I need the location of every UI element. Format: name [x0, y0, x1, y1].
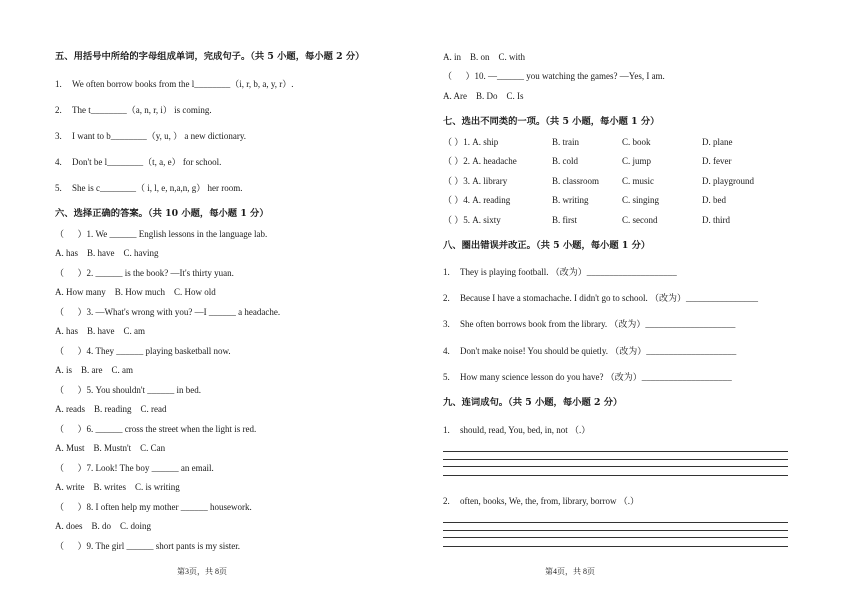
sec5-item-4 — [55, 156, 221, 168]
answer-line — [443, 546, 788, 547]
row-question: （ ）2. A. headache — [443, 156, 517, 166]
item-number: 1. — [443, 267, 450, 277]
sec9-item-2 — [443, 495, 639, 507]
sec7-row-5 — [443, 214, 813, 226]
row-question: （ ）1. A. ship — [443, 137, 499, 147]
sec6-q6-options: A. Must B. Mustn't C. Can — [55, 443, 166, 453]
option-c: C. second — [622, 215, 658, 225]
sec6-q6: （ ）6. ______ cross the street when the light is red. — [55, 424, 257, 434]
sec6-q9: （ ）9. The girl ______ short pants is my sister. — [55, 541, 240, 551]
sec6-q7-options: A. write B. writes C. is writing — [55, 482, 180, 492]
sec6-q10: （ ）10. —______ you watching the games? —Yes, I am. — [443, 71, 665, 81]
answer-line — [443, 522, 788, 523]
sec6-q2-options: A. How many B. How much C. How old — [55, 287, 216, 297]
answer-line — [443, 475, 788, 476]
option-d: D. fever — [702, 156, 732, 166]
sec6-q4-options: A. is B. are C. am — [55, 365, 133, 375]
sec5-item-2 — [55, 104, 212, 116]
item-number: 4. — [55, 157, 62, 167]
row-question: （ ）4. A. reading — [443, 195, 511, 205]
page-footer-left: 第3页，共 8页 — [177, 567, 227, 576]
section-9-title: 九、连词成句。（共 5 小题，每小题 2 分） — [443, 397, 623, 408]
item-number: 1. — [55, 79, 62, 89]
sec6-q9-options: A. in B. on C. with — [443, 52, 526, 62]
sec8-item-2 — [443, 292, 758, 304]
option-d: D. plane — [702, 137, 733, 147]
sec5-item-3 — [55, 130, 246, 142]
option-b: B. writing — [552, 195, 589, 205]
item-text: She is c________（ i, l, e, n,a,n, g） her room. — [72, 183, 243, 193]
option-c: C. music — [622, 176, 655, 186]
answer-line — [443, 530, 788, 531]
item-number: 5. — [443, 372, 450, 382]
sec6-q10-options: A. Are B. Do C. Is — [443, 91, 524, 101]
item-number: 2. — [443, 293, 450, 303]
option-b: B. classroom — [552, 176, 599, 186]
item-text: The t________（a, n, r, i） is coming. — [72, 105, 212, 115]
item-text: How many science lesson do you have? （改为）____________________ — [460, 372, 732, 382]
sec7-row-2 — [443, 155, 813, 167]
option-d: D. bed — [702, 195, 726, 205]
option-d: D. playground — [702, 176, 754, 186]
sec9-item-1 — [443, 424, 590, 436]
item-number: 1. — [443, 425, 450, 435]
sec7-row-3 — [443, 175, 813, 187]
answer-line — [443, 537, 788, 538]
sec6-q4: （ ）4. They ______ playing basketball now. — [55, 346, 231, 356]
answer-line — [443, 451, 788, 452]
section-5-title: 五、用括号中所给的字母组成单词，完成句子。（共 5 小题，每小题 2 分） — [55, 51, 365, 62]
item-text: often, books, We, the, from, library, borrow （.） — [460, 496, 639, 506]
sec6-q3: （ ）3. —What's wrong with you? —I ______ a headache. — [55, 307, 281, 317]
section-8-title: 八、圈出错误并改正。（共 5 小题，每小题 1 分） — [443, 240, 651, 251]
section-6-title: 六、选择正确的答案。（共 10 小题，每小题 1 分） — [55, 208, 269, 219]
item-text: Because I have a stomachache. I didn't go to school. （改为）________________ — [460, 293, 759, 303]
option-c: C. jump — [622, 156, 652, 166]
page-footer-right: 第4页，共 8页 — [545, 567, 595, 576]
option-c: C. singing — [622, 195, 660, 205]
sec6-q8: （ ）8. I often help my mother ______ housework. — [55, 502, 252, 512]
item-text: should, read, You, bed, in, not （.） — [460, 425, 591, 435]
sec6-q1-options: A. has B. have C. having — [55, 248, 159, 258]
answer-line — [443, 466, 788, 467]
option-d: D. third — [702, 215, 730, 225]
item-text: Don't make noise! You should be quietly. （改为）____________________ — [460, 346, 737, 356]
sec6-q5: （ ）5. You shouldn't ______ in bed. — [55, 385, 201, 395]
sec7-row-4 — [443, 194, 813, 206]
item-number: 3. — [55, 131, 62, 141]
sec6-q3-options: A. has B. have C. am — [55, 326, 145, 336]
item-number: 2. — [55, 105, 62, 115]
item-text: She often borrows book from the library. （改为）____________________ — [460, 319, 736, 329]
option-b: B. first — [552, 215, 578, 225]
sec6-q1: （ ）1. We ______ English lessons in the language lab. — [55, 229, 268, 239]
item-text: We often borrow books from the l________（i, r, b, a, y, r）. — [72, 79, 294, 89]
row-question: （ ）5. A. sixty — [443, 215, 501, 225]
sec5-item-1 — [55, 78, 294, 90]
sec7-row-1 — [443, 136, 813, 148]
section-7-title: 七、选出不同类的一项。（共 5 小题，每小题 1 分） — [443, 116, 660, 127]
sec8-item-4 — [443, 345, 736, 357]
sec8-item-1 — [443, 266, 677, 278]
option-b: B. cold — [552, 156, 578, 166]
item-text: They is playing football. （改为）____________________ — [460, 267, 677, 277]
sec8-item-3 — [443, 318, 735, 330]
row-question: （ ）3. A. library — [443, 176, 508, 186]
sec8-item-5 — [443, 371, 732, 383]
sec6-q5-options: A. reads B. reading C. read — [55, 404, 167, 414]
item-text: Don't be l________（t, a, e） for school. — [72, 157, 222, 167]
option-c: C. book — [622, 137, 651, 147]
item-number: 5. — [55, 183, 62, 193]
option-b: B. train — [552, 137, 579, 147]
item-number: 3. — [443, 319, 450, 329]
item-text: I want to b________（y, u, ） a new dictionary. — [72, 131, 247, 141]
answer-line — [443, 459, 788, 460]
item-number: 2. — [443, 496, 450, 506]
sec6-q7: （ ）7. Look! The boy ______ an email. — [55, 463, 214, 473]
item-number: 4. — [443, 346, 450, 356]
sec6-q2: （ ）2. ______ is the book? —It's thirty yuan. — [55, 268, 234, 278]
sec5-item-5 — [55, 182, 242, 194]
sec6-q8-options: A. does B. do C. doing — [55, 521, 152, 531]
